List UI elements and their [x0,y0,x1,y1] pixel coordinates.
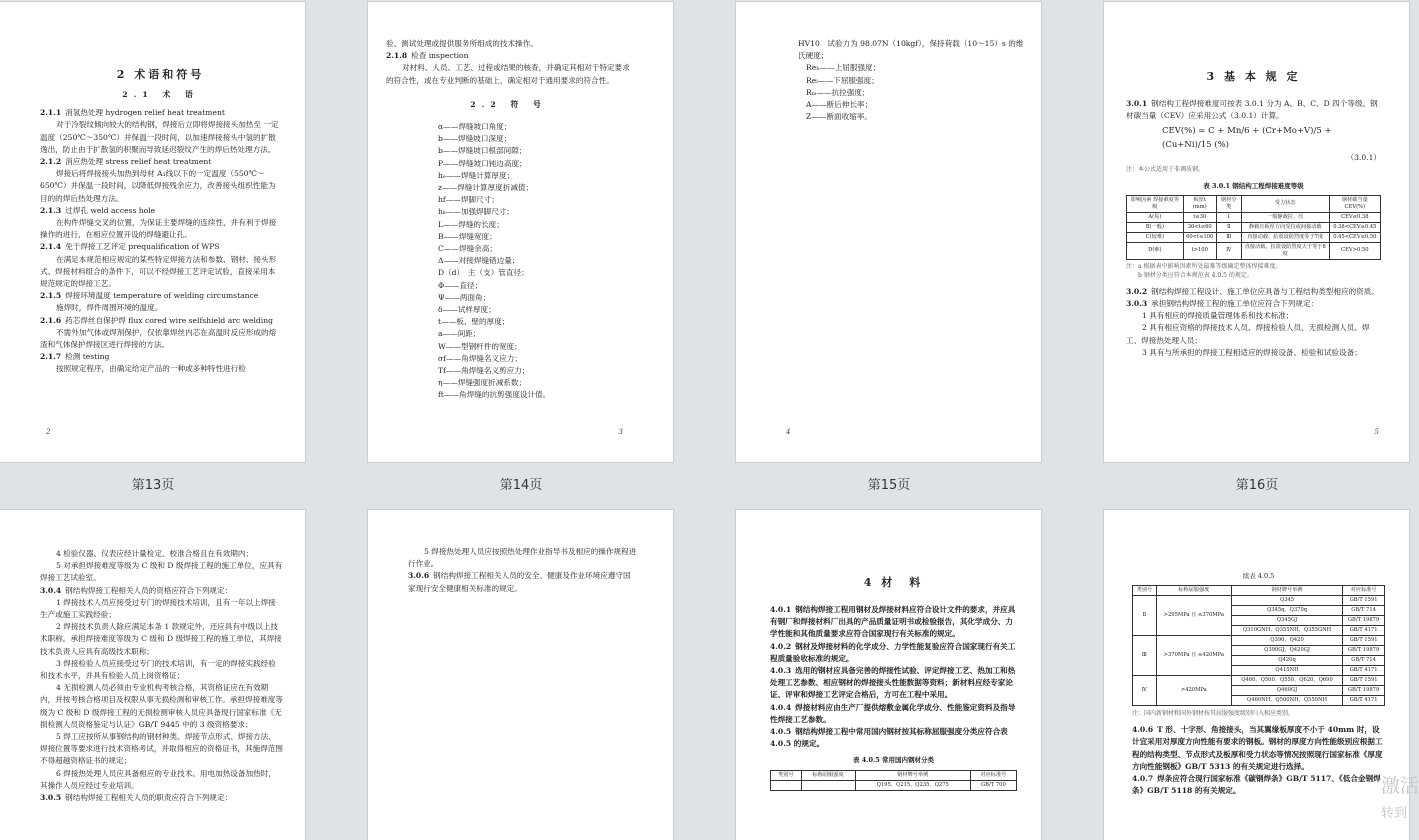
section-title: 2.2 符 号 [470,99,547,109]
table-cell: GB/T 714 [1343,606,1385,616]
paragraph: 按照规定程序，由确定给定产品的一种或多种特性进行检 [56,364,246,374]
page-body [770,604,1017,750]
clause [1132,773,1385,797]
page-15[interactable] [736,2,1041,462]
table-header: 类别号 [771,770,802,780]
symbol-entry: α——焊缝坡口角度； [438,122,512,132]
table-cell: Q390GJ、Q420GJ [1231,646,1342,656]
table-header: 钢材碳当量CEV(%) [1329,195,1380,212]
paragraph: 2 焊接技术负责人除应满足本条 1 款规定外，还应具有中级以上技术职称。承担焊接难度等级为 C 级和 D 级焊接工程的施工单位，其焊接技术负责人应具有高级技术职称； [40,622,282,656]
paragraph: 5 焊工应按所从事钢结构的钢材种类、焊接节点形式、焊接方法、焊接位置等要求进行技术资格考试，并取得相应的资格证书，其施焊范围不得超越资格证书的规定； [40,732,283,766]
symbol-entry: b——焊缝坡口深度； [438,134,512,144]
clause-text: T 形、十字形、角接接头，当其翼缘板厚度不小于 40mm 时，设计宜采用对厚度方向性能有要求的钢板。钢材的厚度方向性能级别应根据工程的结构类型、节点形式及板厚和受力状态等情况按照现行国家标准《厚度方向性能钢板》GB/T 5313 的有关规定进行选择。 [1132,725,1383,771]
table-cell: GB/T 1591 [1343,676,1385,686]
table-header: 对应标准号 [970,770,1016,780]
paragraph: 1 焊接技术人员应接受过专门的焊接技术培训，且有一年以上焊接生产或施工实践经验； [40,597,276,620]
table-cell: Q390、Q420 [1231,636,1342,646]
paragraph: 1 具有相应的焊接质量管理体系和技术标准； [1142,311,1294,321]
symbol-entry: Z——断面收缩率。 [806,112,873,122]
table-cell: Q460、Q500、Q550、Q620、Q690 [1231,676,1342,686]
clause-text: 钢结构焊接工程设计、施工单位应具备与工程结构类型相应的资质。 [1151,286,1379,296]
clause [40,107,281,119]
page-18[interactable] [368,510,673,840]
paragraph: 4 无损检测人员必须由专业机构考核合格，其资格证应在有效期内，并按考核合格项目及权限从事无损检测和审核工作。承担焊接难度等级为 C 级和 D 级焊接工程的无损检测审核人员应具备现行国家标准《无损检测人员资格鉴定与认证》GB/T 9445 中的 3 级资格要求； [40,683,283,729]
symbol-entry: D（d） 主（支）管直径； [438,268,529,278]
clause [40,156,281,168]
clause [40,792,283,804]
table-cell: t≤30 [1183,212,1216,222]
clause-number: 2.1.6 [40,315,62,325]
page-body [40,548,283,804]
clause-number: 2.1.2 [40,157,62,167]
paragraph: 3 具有与所承担的焊接工程相适应的焊接设备、检验和试验设备； [1142,347,1362,357]
paragraph: 4 检验仪器、仪表应经计量检定、校准合格且在有效期内； [56,549,254,558]
clause-text: 钢结构焊接工程相关人员的资格应符合下列规定： [65,585,233,595]
formula [1162,124,1381,152]
table-cell: GB/T 19879 [1343,616,1385,626]
table-cell: >370MPa 且 ≤420MPa [1156,636,1231,676]
symbol-entry: Reₗ——下屈服强度； [806,75,879,85]
table-cell: A(易) [1127,212,1184,222]
clause-number: 2.1.1 [40,108,62,118]
clause-text: 焊条应符合现行国家标准《碳钢焊条》GB/T 5117、《低合金钢焊条》GB/T 5118 的有关规定。 [1132,774,1381,796]
table-row [1127,222,1381,232]
table-cell: Q195、Q215、Q235、Q275 [855,780,970,790]
watermark-line: 转到 [1381,806,1408,821]
paragraph: 不需外加气体或焊剂保护，仅依靠焊丝内芯在高温时反应形成的熔渣和气体保护焊接区进行焊接的方法。 [40,327,277,350]
clause-number: 3.0.5 [40,793,62,803]
table-cell: Ⅲ [1133,636,1157,676]
table-cell: 0.38<CEV≤0.45 [1329,222,1380,232]
clause-number: 4.0.3 [770,666,792,676]
clause-text: 焊接材料应由生产厂提供熔敷金属化学成分、性能鉴定资料及指导性焊接工艺参数。 [770,702,1016,724]
page-label-15[interactable]: 第15页 [867,478,911,493]
table-row [1127,212,1381,222]
table-cell: Ⅲ [1216,232,1241,242]
table-header: 钢材牌号举例 [1231,586,1342,596]
symbol-entry: η——焊缝强度折减系数； [438,378,527,388]
clause-text: 消氢热处理 hydrogen relief heat treatment [65,108,225,118]
table-header: 影响因素 焊接难度等级 [1127,195,1184,212]
symbol-entry: t——板、壁的厚度； [438,317,510,327]
table-cell [771,780,802,790]
clause [770,726,1017,750]
page-20[interactable] [1104,510,1419,840]
paragraph: 对于冷裂纹倾向较大的结构钢，焊接后立即将焊接接头加热至 一定温度（250℃～350℃）并保温一段时间，以加速焊接接头中氢的扩散逸出，防止由于扩散氢的积聚而导致延迟裂纹产生的焊后热处理方法。 [40,120,279,154]
clause: 2.1.8 检查 inspection [386,51,469,61]
table-cell: 一般静载拉、压 [1241,212,1329,222]
table-header: 对应标准号 [1343,586,1385,596]
table-header: 受力状态 [1241,195,1329,212]
clause [770,604,1017,641]
table-row [1133,676,1385,686]
table-header: 板厚t (mm) [1183,195,1216,212]
table-cell: Q310GNH、Q355NH、Q355GNH [1231,626,1342,636]
formula-number: （3.0.1） [1346,153,1381,163]
symbol-entry: Φ——直径； [438,280,483,290]
clause [408,570,637,594]
paragraph: 施焊时，焊件周围环境的温度。 [56,303,163,313]
symbol-entry: Ψ——两面角； [438,292,491,302]
symbol-entry: Reₕ——上屈服强度； [806,63,881,73]
table-cell: 直接动载、抗震设防烈度大于等于8度 [1241,242,1329,259]
symbol-entry: B——焊缝宽度； [438,231,497,241]
clause [40,315,281,327]
table-cell: C(较难) [1127,232,1184,242]
chapter-title: 3 基 本 规 定 [1206,70,1301,83]
clause [1132,724,1385,773]
table-cell: Q345q、Q370q [1231,606,1342,616]
symbol-entry: L——焊缝的长度； [438,219,504,229]
clause [40,241,281,253]
table-cell: GB/T 19879 [1343,646,1385,656]
symbol-entry: Tf——角焊缝名义剪应力； [438,366,530,376]
clause-number: 3.0.3 [1126,299,1148,309]
paragraph: 在构件焊缝交叉的位置，为保证主要焊缝的连续性，并有利于焊接操作的进行，在相应位置开设的焊缝避让孔。 [40,218,277,240]
table-cell: Ⅱ [1216,222,1241,232]
symbol-entry: hₖ——加强焊脚尺寸； [438,207,515,217]
page-17[interactable] [0,510,305,840]
symbol-entry: W——型钢杆件的宽度； [438,341,522,351]
symbol-entry: b——焊缝坡口根部间隙； [438,146,527,156]
formula-note: 注：本公式适用于非调质钢。 [1126,165,1205,173]
table-cell: D(难) [1127,242,1184,259]
clause-number: 2.1.7 [40,352,62,362]
clause-text: 钢结构焊接工程相关人员的安全、健康及作业环境应遵守国家现行安全健康相关标准的规定。 [408,571,631,593]
page-label-13[interactable]: 第13页 [131,478,175,493]
table-cell: 60<t≤100 [1183,232,1216,242]
paragraph: 5 对承担焊接难度等级为 C 级和 D 级焊接工程的施工单位，应具有焊接工艺试验室。 [40,561,283,583]
clause-number: 4.0.5 [770,727,792,737]
symbol-entry: A——断后伸长率； [806,100,873,110]
table-cell: Ⅰ [1216,212,1241,222]
activation-watermark [1379,775,1419,840]
symbol-entry: hₑ——焊缝计算厚度； [438,170,515,180]
table-header: 标称屈服强度 [1156,586,1231,596]
clause-number: 2.1.4 [40,242,62,252]
clause-number: 4.0.2 [770,641,792,651]
page-body [40,107,281,375]
table-cell: CEV≤0.38 [1329,212,1380,222]
clause [770,665,1017,702]
table-cell: 0.45<CEV≤0.50 [1329,232,1380,242]
steel-class-table [770,770,1017,791]
clause [770,702,1017,726]
table-cell: Q460NH、Q500NH、Q550NH [1231,696,1342,706]
chapter-title: 2 术语和符号 [116,68,205,81]
paragraph: 5 焊接热处理人员应按照热处理作业指导书及相应的操作规程进行作业。 [408,547,637,569]
page-number: 5 [1374,427,1379,436]
formula-expression: CEV(%) = C + Mn/6 + (Cr+Mo+V)/5 + (Cu+Ni)/15 (%) [1162,126,1332,151]
chapter-title: 4 材 料 [863,576,924,589]
table-row [1133,636,1385,646]
table-cell: >295MPa 且 ≤370MPa [1156,596,1231,636]
symbol-entry: Δ——对接焊缝错边量； [438,256,520,266]
clause-text: 钢结构焊接工程相关人员的职责应符合下列规定： [65,793,233,803]
table-cell: B(一般) [1127,222,1184,232]
table-cell: GB/T 4171 [1343,696,1385,706]
paragraph: 2 具有相应资格的焊接技术人员、焊接检验人员、无损检测人员、焊工、焊接热处理人员； [1126,323,1370,345]
symbol-entry: P——焊缝坡口钝边高度； [438,158,527,168]
paragraph: 焊接后将焊接接头加热到母材 A₁线以下的一定温度（550℃～650℃）并保温一段时间，以降低焊接残余应力，改善接头组织性能为目的的焊后热处理方法。 [40,169,276,203]
steel-class-table-continued [1132,585,1385,706]
table-cell: Ⅱ [1133,596,1157,636]
table-row [1127,232,1381,242]
clause-text: 药芯焊丝自保护焊 flux cored wire selfshield arc welding [65,315,273,325]
page-14[interactable] [368,2,673,462]
table-cell: GB/T 1591 [1343,596,1385,606]
clause-number: 3.0.6 [408,571,430,581]
table-header: 标称屈服强度 [801,770,855,780]
table-note: 注：a 根据表中影响因素所处最难等级确定整体焊接难度。 [1126,262,1282,270]
symbol-list [798,38,1025,123]
table-note: 注：国内新钢材和国外钢材按其屈服强度级别归入相应类别。 [1132,710,1295,718]
clause-text: 过焊孔 weld access hole [65,205,156,215]
table-cell: Q420q [1231,656,1342,666]
table-cell: Ⅳ [1133,676,1157,706]
symbol-entry: ft——角焊缝的抗剪强度设计值。 [438,390,551,400]
symbol-entry: hf——焊脚尺寸； [438,195,499,205]
clause [770,641,1017,665]
table-row [1133,596,1385,606]
table-cell: t>100 [1183,242,1216,259]
page-label-16[interactable]: 第16页 [1235,478,1279,493]
table-cell: 静载且板厚方向受拉或间接动载 [1241,222,1329,232]
clause-text: 焊接环境温度 temperature of welding circumstance [65,291,259,301]
clause [40,290,281,302]
page-13[interactable] [0,2,305,462]
table-header: 钢材分类 [1216,195,1241,212]
page-19[interactable] [736,510,1041,840]
clause: 3.0.1 钢结构工程焊接难度可按表 3.0.1 分为 A、B、C、D 四个等级。钢材碳当量（CEV）应采用公式（3.0.1）计算。 [1126,99,1378,121]
table-cell: Q345GJ [1231,616,1342,626]
table-cell: GB/T 1591 [1343,636,1385,646]
clause-number: 3.0.4 [40,585,62,595]
paragraph: 在满足本规范相应规定的某些特定焊接方法和参数、钢材、接头形式、焊接材料组合的条件下，可以不经焊接工艺评定试验，直接采用本规范规定的焊接工艺。 [40,254,277,289]
table-cell: GB/T 19879 [1343,686,1385,696]
clause-number: 2.1.3 [40,205,62,215]
symbol-entry: δ——试样厚度； [438,305,496,315]
table-caption: 表 3.0.1 钢结构工程焊接难度等级 [1203,181,1304,190]
symbol-entry: HV10 试验力为 98.07N（10kgf），保持荷载（10～15）s 的维氏硬度； [798,39,1024,61]
table-cell: CEV>0.50 [1329,242,1380,259]
table-header: 类别号 [1133,586,1157,596]
clause-text: 钢结构焊接工程中常用国内钢材按其标称屈服强度分类应符合表 4.0.5 的规定。 [770,727,1008,749]
page-body [408,546,637,595]
table-cell: Q460GJ [1231,686,1342,696]
section-title: 2.1 术 语 [122,90,199,99]
symbol-entry: σf——角焊缝名义应力； [438,353,522,363]
clause-number: 3.0.2 [1126,286,1148,296]
table-cell: Ⅳ [1216,242,1241,259]
symbol-list [386,121,631,402]
clause-text: 免于焊接工艺评定 prequalification of WPS [65,242,220,252]
page-body [1126,286,1381,359]
paragraph: 6 焊接热处理人员应具备相应的专业技术。用电加热设备加热时，其操作人员应经过专业培训。 [40,768,276,790]
clause-text: 选用的钢材应具备完善的焊接性试验、评定焊接工艺、热加工和热处理工艺参数、相应钢材的焊接接头性能数据等资料；新材料应经专家论证、评审和焊接工艺评定合格后，方可在工程中采用。 [770,666,1016,700]
clause-text: 钢结构焊接工程用钢材及焊接材料应符合设计文件的要求，并应具有钢厂和焊接材料厂出具的产品质量证明书或检验报告，其化学成分、力学性能和其他质量要求应符合国家现行有关标准的规定。 [770,605,1016,639]
clause [40,205,281,217]
table-cell: Q345 [1231,596,1342,606]
clause [1126,286,1381,298]
table-cell: 30<t≤60 [1183,222,1216,232]
table-note: b 钢材分类应符合本规范表 4.0.5 的规定。 [1138,271,1253,279]
clause-number: 2.1.5 [40,291,62,301]
table-header: 钢材牌号举例 [855,770,970,780]
clause [40,351,281,363]
symbol-entry: Rₘ——抗拉强度； [806,87,870,97]
page-label-14[interactable]: 第14页 [499,478,543,493]
table-cell: 直接动载、抗震设防烈度等于7度 [1241,232,1329,242]
clause-text: 承担钢结构焊接工程的施工单位应符合下列规定： [1151,299,1319,309]
page-number: 3 [618,427,623,436]
table-cell: Q415NH [1231,666,1342,676]
table-cell: >420MPa [1156,676,1231,706]
symbol-entry: C——焊缝余高； [438,244,497,254]
page-number: 4 [786,427,791,436]
table-cell [801,780,855,790]
clause-text: 消应热处理 stress relief heat treatment [65,157,212,167]
table-row [1127,242,1381,259]
table-caption: 表 4.0.5 常用国内钢材分类 [852,756,935,765]
table-cell: GB/T 4171 [1343,666,1385,676]
continuation-text: 验、测试处理或提供服务所组成的技术操作。 [386,39,538,48]
clause-text: 钢材及焊接材料的化学成分、力学性能复验应符合国家现行有关工程质量验收标准的规定。 [770,641,1016,663]
page-16[interactable] [1104,2,1409,462]
table-cell: GB/T 714 [1343,656,1385,666]
clause [40,585,283,597]
clause-text: 检测 testing [65,352,110,362]
clause [1126,298,1381,310]
page-number: 2 [46,427,51,436]
page-body [1132,724,1385,797]
paragraph: 3 焊接检验人员应接受过专门的技术培训，有一定的焊接实践经验和技术水平，并具有检验人员上岗资格证； [40,658,276,681]
symbol-entry: a——间距； [438,329,481,339]
watermark-line: 激活 [1381,775,1419,797]
table-cell: GB/T 4171 [1343,626,1385,636]
table-caption: 续表 4.0.5 [1242,572,1275,580]
symbol-entry: z——焊缝计算厚度折减值； [438,183,534,193]
difficulty-table [1126,195,1381,260]
clause-number: 4.0.4 [770,702,792,712]
clause-text: 对材料、人员、工艺、过程或结果的核查，并确定其相对于特定要求的符合性，或在专业判断的基础上，确定相对于通用要求的符合性。 [386,63,630,85]
clause-number: 4.0.6 [1132,725,1154,735]
table-cell: GB/T 700 [970,780,1016,790]
clause-number: 4.0.1 [770,605,792,614]
clause-number: 4.0.7 [1132,774,1154,784]
